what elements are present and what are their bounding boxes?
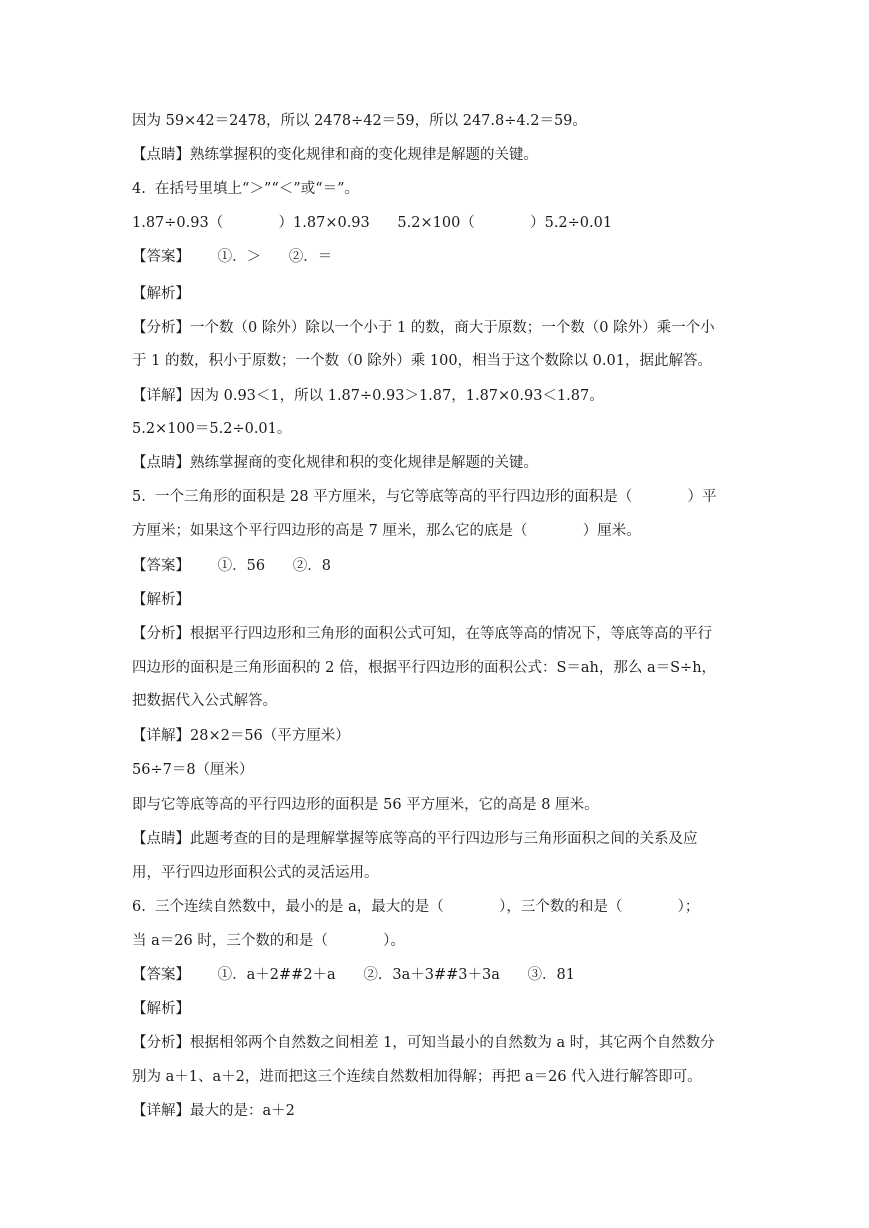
text-line: 把数据代入公式解答。 <box>132 693 277 709</box>
text-line: 【详解】最大的是：a＋2 <box>132 1103 295 1119</box>
text-line: 当 a＝26 时，三个数的和是（ ）。 <box>132 933 405 949</box>
text-line: 【点睛】熟练掌握商的变化规律和积的变化规律是解题的关键。 <box>132 455 538 471</box>
text-line: 方厘米；如果这个平行四边形的高是 7 厘米，那么它的底是（ ）厘米。 <box>132 523 641 539</box>
text-line: 别为 a＋1、a＋2，进而把这三个连续自然数相加得解；再把 a＝26 代入进行解答即可。 <box>132 1069 702 1085</box>
text-line: 于 1 的数，积小于原数；一个数（0 除外）乘 100，相当于这个数除以 0.01，据此解答。 <box>132 353 712 369</box>
text-line: 【分析】根据相邻两个自然数之间相差 1，可知当最小的自然数为 a 时，其它两个自然数分 <box>132 1035 715 1051</box>
answer-line: 【答案】 ①．a＋2##2＋a ②．3a＋3##3＋3a ③．81 <box>132 967 575 983</box>
answer-line: 【答案】 ①．＞ ②．＝ <box>132 249 333 265</box>
text-line: 【分析】根据平行四边形和三角形的面积公式可知，在等底等高的情况下，等底等高的平行 <box>132 626 712 642</box>
answer-line: 【答案】 ①．56 ②．8 <box>132 558 331 574</box>
text-line: 【分析】一个数（0 除外）除以一个小于 1 的数，商大于原数；一个数（0 除外）乘一个小 <box>132 320 715 336</box>
text-line: 【点睛】此题考查的目的是理解掌握等底等高的平行四边形与三角形面积之间的关系及应 <box>132 831 698 847</box>
analysis-heading: 【解析】 <box>132 1001 190 1017</box>
analysis-heading: 【解析】 <box>132 592 190 608</box>
text-line: 因为 59×42＝2478，所以 2478÷42＝59，所以 247.8÷4.2＝59。 <box>132 113 587 129</box>
text-line: 【详解】因为 0.93＜1，所以 1.87÷0.93＞1.87，1.87×0.93＜1.87。 <box>132 388 604 404</box>
text-line: 56÷7＝8（厘米） <box>132 762 254 778</box>
text-line: 用，平行四边形面积公式的灵活运用。 <box>132 865 379 881</box>
question-5: 5. 一个三角形的面积是 28 平方厘米，与它等底等高的平行四边形的面积是（ ）平 <box>132 489 717 505</box>
question-6: 6. 三个连续自然数中，最小的是 a，最大的是（ ），三个数的和是（ ）； <box>132 899 700 915</box>
text-line: 【详解】28×2＝56（平方厘米） <box>132 728 350 744</box>
text-line: 即与它等底等高的平行四边形的面积是 56 平方厘米，它的高是 8 厘米。 <box>132 797 599 813</box>
text-line: 四边形的面积是三角形面积的 2 倍，根据平行四边形的面积公式：S＝ah，那么 a＝S÷h， <box>132 660 717 676</box>
text-line: 1.87÷0.93（ ）1.87×0.93 5.2×100（ ）5.2÷0.01 <box>132 215 613 231</box>
analysis-heading: 【解析】 <box>132 286 190 302</box>
text-line: 【点睛】熟练掌握积的变化规律和商的变化规律是解题的关键。 <box>132 147 538 163</box>
text-line: 5.2×100＝5.2÷0.01。 <box>132 421 292 437</box>
question-4: 4. 在括号里填上“＞”“＜”或“＝”。 <box>132 181 360 197</box>
